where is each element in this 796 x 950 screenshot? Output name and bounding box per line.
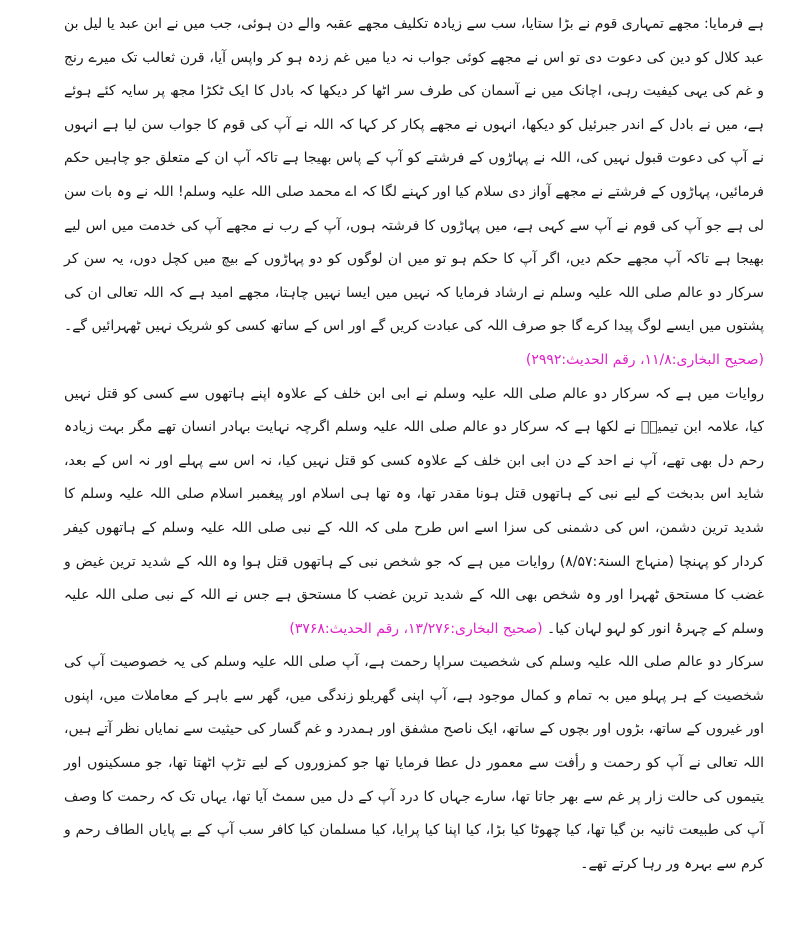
bukhari-reference-1: (صحیح البخاری:۱۱/۸، رقم الحدیث:۲۹۹۲) xyxy=(525,351,764,368)
paragraph-3-text: سرکار دو عالم صلی اللہ علیہ وسلم کی شخصیت سراپا رحمت ہے، آپ صلی اللہ علیہ وسلم کی یہ خصوصیت آپ کی شخصیت کے ہر پہلو میں بہ تمام و کمال موجود ہے، آپ اپنی گھریلو زندگی میں، گھر سے باہر کے معاملات میں، اپنوں اور غیروں کے ساتھ، بڑوں اور بچوں کے ساتھ، ایک ناصح مشفق اور ہمدرد و غم گسار کی حیثیت سے نمایاں نظر آتے ہیں، اللہ تعالی نے آپ کو رحمت و رأفت سے معمور دل عطا فرمایا تھا جو کمزوروں کے لیے تڑپ اٹھتا تھا، جو مسکینوں اور یتیموں کی حالت زار پر غم سے بھر جاتا تھا، سارے جہاں کا درد آپ کے دل میں سمٹ آیا تھا، یہاں تک کہ رحمت کا وصف آپ کی طبیعت ثانیہ بن گیا تھا، کیا چھوٹا کیا بڑا، کیا اپنا کیا پرایا، کیا مسلمان کیا کافر سب آپ کے بے پایاں الطاف رحم و کرم سے بہرہ ور رہا کرتے تھے۔ xyxy=(64,654,764,872)
paragraph-prophet-taif-narration xyxy=(64,8,764,378)
paragraph-mercy-personality xyxy=(64,646,764,881)
document-page xyxy=(64,8,764,881)
paragraph-2-text: روایات میں ہے کہ سرکار دو عالم صلی اللہ علیہ وسلم نے ابی ابن خلف کے علاوہ اپنے ہاتھوں سے کسی کو قتل نہیں کیا، علامہ ابن تیمیہؒ نے لکھا ہے کہ سرکار دو عالم صلی اللہ علیہ وسلم اگرچہ نہایت بہادر انسان تھے مگر بہت زیادہ رحم دل بھی تھے، آپ نے احد کے دن ابی ابن خلف کے علاوہ کسی کو قتل نہیں کیا، نہ اس سے پہلے اور نہ اس کے بعد، شاید اس بدبخت کے لیے نبی کے ہاتھوں قتل ہونا مقدر تھا، وہ تھا ہی اسلام اور پیغمبر اسلام صلی اللہ علیہ وسلم کا شدید ترین دشمن، اس کی دشمنی کی سزا اسے اس طرح ملی کہ اللہ کے نبی صلی اللہ علیہ وسلم کے ہاتھوں کیفر کردار کو پہنچا (منہاج السنۃ:۸/۵۷) روایات میں ہے کہ جو شخص نبی کے ہاتھوں قتل ہوا وہ اللہ کے شدید ترین غیض و غضب کا مستحق ٹھہرا اور وہ شخص بھی اللہ کے شدید ترین غضب کا مستحق ہے جس نے اللہ کے نبی صلی اللہ علیہ وسلم کے چہرۂ انور کو لہو لہان کیا۔ xyxy=(64,385,764,637)
paragraph-ubayy-ibn-khalaf xyxy=(64,378,764,647)
bukhari-reference-2: (صحیح البخاری:۱۳/۲۷۶، رقم الحدیث:۳۷۶۸) xyxy=(289,620,543,637)
paragraph-1-text: ہے فرمایا: مجھے تمہاری قوم نے بڑا ستایا، سب سے زیادہ تکلیف مجھے عقبہ والے دن ہوئی، جب میں نے ابن عبد یا لیل بن عبد کلال کو دین کی دعوت دی تو اس نے مجھے کوئی جواب نہ دیا میں غم زدہ ہو کر واپس آیا، قرن ثعالب تک میرے رنج و غم کی یہی کیفیت رہی، اچانک میں نے آسمان کی طرف سر اٹھا کر دیکھا کہ بادل کا ایک ٹکڑا مجھ پر سایہ کئے ہوئے ہے، میں نے بادل کے اندر جبرئیل کو دیکھا، انہوں نے مجھے پکار کر کہا کہ اللہ نے آپ کی قوم کا جواب سن لیا ہے انہوں نے آپ کی دعوت قبول نہیں کی، اللہ نے پہاڑوں کے فرشتے کو آپ کے پاس بھیجا ہے تاکہ آپ ان کے متعلق جو چاہیں حکم فرمائیں، پہاڑوں کے فرشتے نے مجھے آواز دی سلام کیا اور کہنے لگا کہ اے محمد صلی اللہ علیہ وسلم! اللہ نے وہ بات سن لی ہے جو آپ کی قوم نے آپ سے کہی ہے، میں پہاڑوں کا فرشتہ ہوں، آپ کے رب نے مجھے آپ کی خدمت میں اس لیے بھیجا ہے تاکہ آپ مجھے حکم دیں، اگر آپ کا حکم ہو تو میں ان لوگوں کو دو پہاڑوں کے بیچ میں کچل دوں، یہ سن کر سرکار دو عالم صلی اللہ علیہ وسلم نے ارشاد فرمایا کہ نہیں میں ایسا نہیں چاہتا، مجھے امید ہے کہ اللہ تعالی ان کی پشتوں میں ایسے لوگ پیدا کرے گا جو صرف اللہ کی عبادت کریں گے اور اس کے ساتھ کسی کو شریک نہیں ٹھہرائیں گے۔ xyxy=(64,16,764,335)
